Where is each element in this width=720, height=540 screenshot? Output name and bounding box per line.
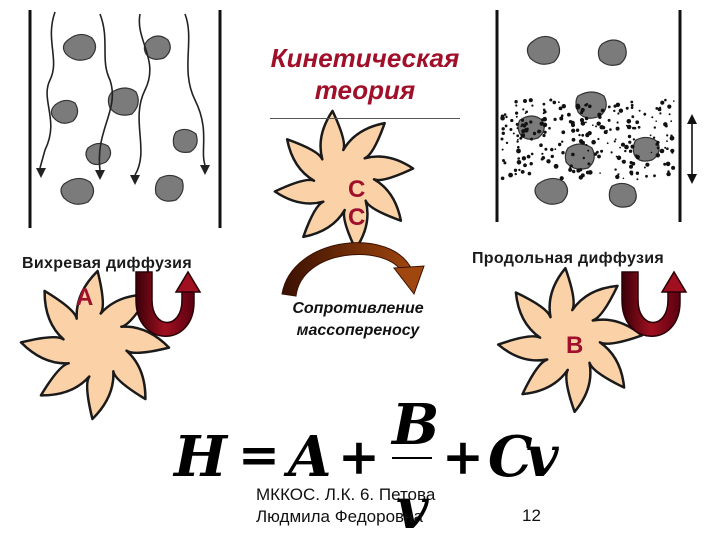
label-b: B [566,332,584,359]
band-dot [504,163,506,165]
band-dot [531,105,533,107]
band-dot [655,143,658,146]
label-c-bottom: C [348,204,366,231]
band-dot [595,125,597,127]
band-dot [501,138,504,141]
band-dot [516,123,519,126]
band-dot [517,160,522,165]
resistance-label: Сопротивление массопереносу [292,300,424,339]
band-dot [627,119,632,124]
band-dot [591,140,596,145]
band-dot [540,123,543,126]
band-dot [548,127,551,130]
band-dot [666,147,669,150]
band-dot [561,151,564,154]
band-dot [543,103,546,106]
band-dot [666,140,668,142]
band-dot [519,137,522,140]
band-dot [587,150,589,152]
band-dot [666,162,671,167]
band-dot [517,139,519,141]
band-dot [528,172,532,176]
band-dot [659,112,661,114]
band-dot [517,146,520,149]
band-dot [597,155,601,159]
band-dot [523,99,527,103]
band-dot [645,163,649,167]
band-dot [541,118,544,121]
band-dot [630,101,633,104]
band-dot [631,106,634,109]
band-dot [525,111,528,114]
eddy-diffusion-caption: Вихревая диффузия [22,255,192,272]
band-dot [502,149,504,151]
band-dot [588,105,592,109]
band-dot [506,142,508,144]
band-dot [613,110,615,112]
band-dot [588,131,592,135]
band-dot [653,137,655,139]
band-dot [669,113,671,115]
band-dot [667,170,669,172]
band-dot [558,143,561,146]
band-dot [554,118,557,121]
band-dot [509,128,512,131]
band-dot [558,101,560,103]
star-c [275,111,413,249]
band-dot [501,177,505,181]
band-dot [581,173,585,177]
band-dot [572,170,575,173]
band-dot [581,134,584,137]
longitudinal-diffusion-column [497,10,697,222]
band-dot [543,123,548,128]
band-dot [608,106,611,109]
band-dot [515,173,517,175]
band-dot [576,129,579,132]
band-dot [585,117,589,121]
band-dot [617,156,622,161]
band-dot [653,174,656,177]
band-dot [570,164,573,167]
band-dot [651,116,653,118]
band-dot [584,104,586,106]
band-dot [529,98,533,102]
band-dot [585,122,587,124]
band-dot [542,156,546,160]
band-dot [667,105,671,109]
band-dot [571,123,575,127]
double-arrow-icon [687,114,697,184]
band-dot [576,169,580,173]
band-dot [571,153,575,157]
band-dot [656,153,660,157]
band-dot [542,134,545,137]
band-dot [514,100,517,103]
band-dot [575,104,580,109]
band-dot [671,152,673,154]
band-dot [663,163,666,166]
band-dot [636,155,640,159]
band-dot [530,162,533,165]
band-dot [518,157,520,159]
band-dot [631,104,634,107]
band-dot [581,121,586,126]
band-dot [515,104,517,106]
band-dot [619,147,621,149]
band-dot [521,123,524,126]
band-dot [583,157,585,159]
band-dot [567,113,571,117]
band-dot [554,164,559,169]
title-divider [270,118,460,119]
band-dot [581,141,585,145]
band-dot [517,127,519,129]
band-dot [502,127,505,130]
band-dot [617,112,619,114]
band-dot [531,153,534,156]
band-dot [518,169,520,171]
band-dot [615,138,617,140]
slide-title: Кинетическая теория [270,43,460,105]
band-dot [664,147,666,149]
eq-a: A [288,424,332,490]
band-dot [651,152,653,154]
label-c-top: C [348,176,366,203]
band-dot [510,119,513,122]
band-dot [592,124,594,126]
band-dot [516,134,519,137]
band-dot [545,149,547,151]
resistance-arrow-icon [282,243,424,296]
band-dot [638,126,641,129]
band-dot [644,167,646,169]
band-dot [650,134,652,136]
band-dot [544,131,547,134]
band-dot [546,159,550,163]
eq-numerator-b: B [392,392,440,458]
band-dot [615,175,619,179]
band-dot [633,138,635,140]
band-dot [670,120,672,122]
band-dot [666,134,668,136]
band-dot [540,130,542,132]
band-dot [588,170,593,175]
band-dot [631,115,634,118]
band-dot [671,166,675,170]
band-dot [578,134,580,136]
band-dot [663,122,667,126]
band-dot [600,125,604,129]
band-dot [619,109,623,113]
band-dot [569,120,572,123]
band-dot [636,178,638,180]
band-dot [623,178,625,180]
eq-v: v [526,424,559,490]
band-dot [550,148,553,151]
band-dot [553,101,557,105]
band-dot [505,116,507,118]
band-dot [580,111,583,114]
band-dot [514,169,517,172]
band-dot [655,120,657,122]
band-dot [599,172,601,174]
band-dot [539,143,543,147]
footer-line-1: МККОС. Л.К. 6. Петова [256,485,436,504]
band-dot [609,128,612,131]
band-dot [505,125,508,128]
band-dot [614,140,616,142]
band-dot [639,110,641,112]
band-dot [601,109,605,113]
band-dot [599,122,601,124]
band-dot [594,152,597,155]
band-dot [611,151,613,153]
label-a: A [76,284,94,311]
band-dot [585,144,587,146]
band-dot [504,113,507,116]
band-dot [543,110,546,113]
footer-line-2: Людмила Федоровна [256,507,423,526]
band-dot [561,114,564,117]
band-dot [660,149,665,154]
band-dot [626,125,628,127]
band-dot [629,150,632,153]
band-dot [631,162,635,166]
band-dot [521,170,525,174]
band-dot [616,127,620,131]
band-dot [670,136,675,141]
band-dot [561,141,563,143]
band-dot [617,121,619,123]
band-dot [597,113,601,117]
band-dot [541,153,543,155]
band-dot [522,108,524,110]
band-dot [632,127,635,130]
band-dot [624,150,626,152]
band-dot [628,135,631,138]
band-dot [559,117,563,121]
eq-c: C [488,424,533,490]
band-dot [571,129,575,133]
band-dot [568,168,572,172]
band-dot [524,122,528,126]
band-dot [530,138,533,141]
band-dot [527,155,531,159]
band-dot [600,150,603,153]
band-dot [622,160,626,164]
footer-author [256,484,435,528]
band-dot [627,125,632,130]
band-dot [508,173,513,178]
band-dot [523,163,527,167]
band-dot [529,120,532,123]
band-dot [551,155,554,158]
band-dot [629,171,633,175]
band-dot [628,141,631,144]
flow-arrowheads [36,165,210,185]
band-dot [660,101,664,105]
eq-plus-2: + [442,427,484,486]
band-dot [515,112,518,115]
page-number: 12 [522,506,541,525]
eddy-loop-arrow-icon [136,272,200,336]
band-dot [554,148,556,150]
band-dot [572,138,576,142]
band-dot [516,116,518,118]
longitudinal-loop-arrow-icon [622,272,686,336]
band-dot [629,165,633,169]
band-dot [559,107,563,111]
longitudinal-diffusion-caption: Продольная диффузия [472,250,665,267]
band-dot [658,108,662,112]
band-dot [654,126,656,128]
band-dot [631,145,635,149]
band-dot [533,132,536,135]
band-dot [673,100,675,102]
band-dot [636,172,639,175]
band-dot [549,99,552,102]
eddy-diffusion-column [30,10,220,228]
band-dot [522,156,526,160]
band-dot [521,119,524,122]
eq-equals: = [238,425,280,484]
band-dot [645,175,648,178]
packing-particles [51,34,197,204]
band-dot [617,173,619,175]
band-dot [561,130,565,134]
band-dot [587,162,590,165]
band-dot [657,147,660,150]
band-dot [580,168,582,170]
band-dot [560,176,564,180]
band-dot [608,119,611,122]
band-dot [635,120,639,124]
eq-h: H [174,424,227,490]
band-dot [664,99,667,102]
band-dot [516,149,521,154]
band-dot [526,128,528,130]
band-dot [607,142,609,144]
band-dot [516,140,518,142]
band-dot [643,113,646,116]
band-dot [614,168,616,170]
band-dot [502,132,505,135]
band-dot [513,133,515,135]
band-dot [597,138,599,140]
eq-denominator-v: v [396,476,429,538]
band-dot [616,103,620,107]
band-dot [500,116,505,121]
band-dot [606,130,608,132]
band-dot [626,107,629,110]
eq-plus-1: + [338,427,380,486]
band-dot [621,143,625,147]
